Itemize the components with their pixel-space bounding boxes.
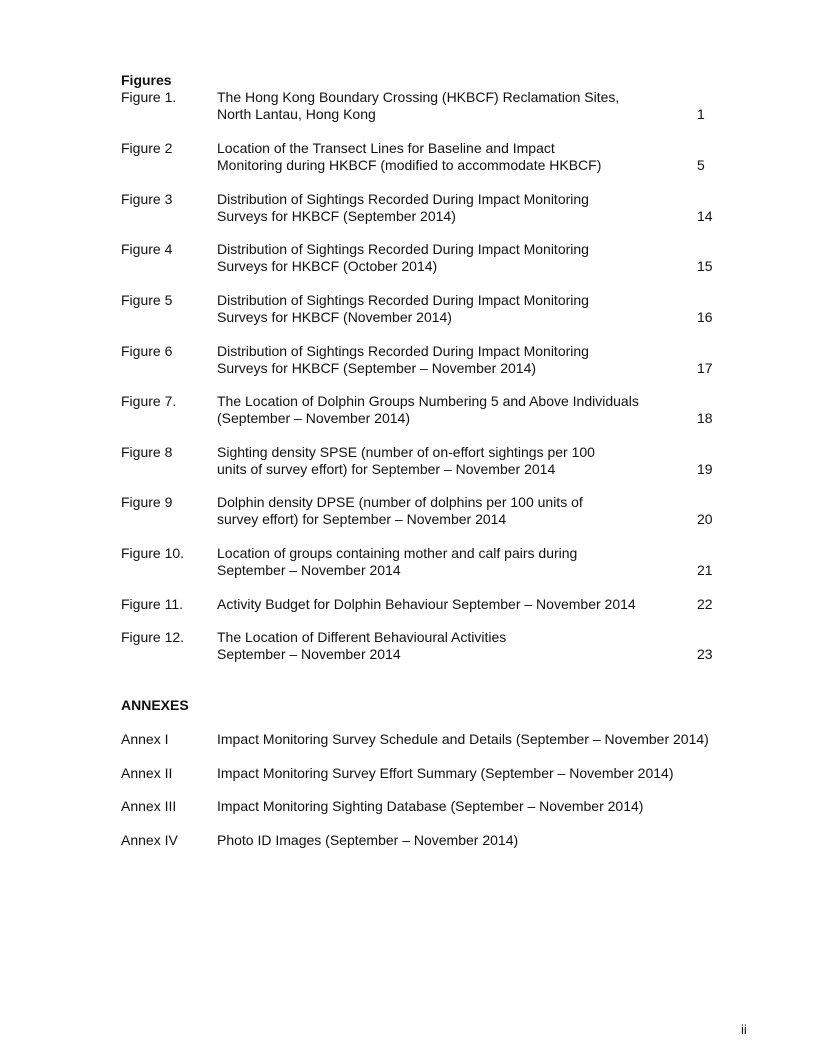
annex-description: Photo ID Images (September – November 2014) <box>217 832 519 848</box>
figure-description-line: Dolphin density DPSE (number of dolphins per 100 units of <box>217 494 583 510</box>
annex-description: Impact Monitoring Survey Schedule and Details (September – November 2014) <box>217 731 709 747</box>
figure-page-number: 16 <box>697 309 713 325</box>
figure-description-line: Surveys for HKBCF (September 2014) <box>217 208 456 224</box>
figure-description <box>217 494 677 528</box>
figure-description-line: Surveys for HKBCF (November 2014) <box>217 309 452 325</box>
figure-description-line: September – November 2014 <box>217 646 401 662</box>
figure-page-number: 22 <box>697 596 713 612</box>
figure-description-line: Distribution of Sightings Recorded During Impact Monitoring <box>217 292 589 308</box>
annex-description: Impact Monitoring Sighting Database (September – November 2014) <box>217 798 644 814</box>
figure-description-line: Location of groups containing mother and calf pairs during <box>217 545 578 561</box>
annex-description: Impact Monitoring Survey Effort Summary (September – November 2014) <box>217 765 674 781</box>
figure-label: Figure 1. <box>121 89 177 105</box>
figure-description <box>217 140 677 174</box>
figure-label: Figure 12. <box>121 629 185 645</box>
figure-description-line: The Hong Kong Boundary Crossing (HKBCF) Reclamation Sites, <box>217 89 620 105</box>
figure-label: Figure 3 <box>121 191 173 207</box>
figure-description-line: Activity Budget for Dolphin Behaviour September – November 2014 <box>217 596 636 612</box>
figure-description-line: units of survey effort) for September – November 2014 <box>217 461 556 477</box>
figure-label: Figure 2 <box>121 140 173 156</box>
figure-page-number: 19 <box>697 461 713 477</box>
figure-page-number: 18 <box>697 410 713 426</box>
figure-description-line: The Location of Different Behavioural Activities <box>217 629 507 645</box>
figure-description-line: The Location of Dolphin Groups Numbering 5 and Above Individuals <box>217 393 639 409</box>
figure-description-line: September – November 2014 <box>217 562 401 578</box>
figure-label: Figure 5 <box>121 292 173 308</box>
figure-description-line: (September – November 2014) <box>217 410 410 426</box>
figure-description-line: Distribution of Sightings Recorded During Impact Monitoring <box>217 241 589 257</box>
figure-description <box>217 241 677 275</box>
figure-description-line: Monitoring during HKBCF (modified to accommodate HKBCF) <box>217 157 602 173</box>
figure-page-number: 20 <box>697 511 713 527</box>
annex-label: Annex IV <box>121 832 178 848</box>
figure-description <box>217 444 677 478</box>
figure-description-line: Surveys for HKBCF (October 2014) <box>217 258 438 274</box>
figure-description-line: Sighting density SPSE (number of on-effort sightings per 100 <box>217 444 595 460</box>
figure-description-line: Surveys for HKBCF (September – November 2014) <box>217 360 537 376</box>
figure-label: Figure 6 <box>121 343 173 359</box>
figure-label: Figure 10. <box>121 545 185 561</box>
figure-label: Figure 11. <box>121 596 183 612</box>
figure-page-number: 21 <box>697 562 713 578</box>
figure-label: Figure 9 <box>121 494 173 510</box>
annex-label: Annex I <box>121 731 169 747</box>
figure-page-number: 15 <box>697 258 713 274</box>
figure-description <box>217 393 677 427</box>
figure-description-line: North Lantau, Hong Kong <box>217 106 376 122</box>
figure-description <box>217 343 677 377</box>
figure-description-line: survey effort) for September – November 2014 <box>217 511 507 527</box>
figure-description <box>217 292 677 326</box>
figure-description <box>217 191 677 225</box>
figure-description-line: Distribution of Sightings Recorded During Impact Monitoring <box>217 343 589 359</box>
annex-label: Annex III <box>121 798 177 814</box>
figure-description <box>217 629 677 663</box>
figure-description-line: Distribution of Sightings Recorded During Impact Monitoring <box>217 191 589 207</box>
figure-description <box>217 89 677 123</box>
figure-page-number: 17 <box>697 360 713 376</box>
figure-label: Figure 8 <box>121 444 173 460</box>
figure-description <box>217 596 677 613</box>
annexes-heading: ANNEXES <box>121 697 189 713</box>
page-number: ii <box>741 1022 747 1037</box>
figure-page-number: 5 <box>697 157 705 173</box>
figure-description-line: Location of the Transect Lines for Baseline and Impact <box>217 140 555 156</box>
figure-page-number: 23 <box>697 646 713 662</box>
figure-page-number: 14 <box>697 208 713 224</box>
annex-label: Annex II <box>121 765 173 781</box>
figure-label: Figure 7. <box>121 393 177 409</box>
figure-label: Figure 4 <box>121 241 173 257</box>
figures-heading: Figures <box>121 72 172 88</box>
figure-page-number: 1 <box>697 106 705 122</box>
figure-description <box>217 545 677 579</box>
